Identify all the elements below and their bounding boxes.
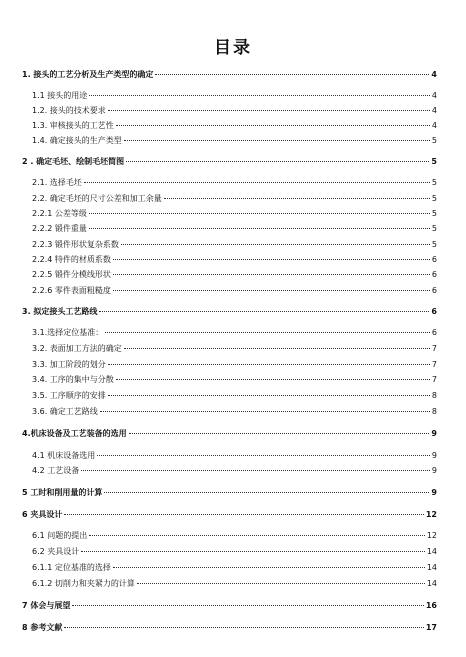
toc-entry-label: 2.2.1 公差等级: [32, 209, 87, 218]
dot-leader: [89, 228, 430, 229]
toc-section-entry[interactable]: [32, 360, 437, 370]
toc-page-number: 7: [431, 360, 437, 369]
toc-entry-label: 4.机床设备及工艺装备的选用: [22, 429, 127, 438]
toc-page-number: 9: [431, 429, 437, 438]
toc-page-number: 6: [431, 255, 437, 264]
toc-section-entry[interactable]: [32, 531, 437, 541]
toc-page-number: 16: [425, 601, 437, 610]
dot-leader: [100, 411, 430, 412]
toc-entry-label: 3.4. 工序的集中与分散: [32, 375, 114, 384]
dot-leader: [105, 332, 430, 333]
toc-section-entry[interactable]: [32, 391, 437, 401]
dot-leader: [164, 198, 430, 199]
dot-leader: [84, 182, 430, 183]
dot-leader: [113, 259, 430, 260]
toc-page-number: 9: [431, 466, 437, 475]
toc-page-number: 17: [425, 623, 437, 632]
toc-page-number: 5: [431, 224, 437, 233]
dot-leader: [64, 627, 424, 628]
dot-leader: [97, 455, 430, 456]
dot-leader: [137, 583, 425, 584]
toc-section-entry[interactable]: [32, 407, 437, 417]
dot-leader: [113, 567, 425, 568]
toc-section-entry[interactable]: [32, 224, 437, 234]
toc-section-entry[interactable]: [32, 547, 437, 557]
toc-page-number: 4: [431, 121, 437, 130]
dot-leader: [89, 95, 430, 96]
toc-chapter-entry[interactable]: [22, 70, 437, 80]
dot-leader: [108, 364, 430, 365]
dot-leader: [89, 213, 430, 214]
toc-entry-label: 6.1 问题的提出: [32, 531, 88, 540]
toc-entry-label: 3.3. 加工阶段的划分: [32, 360, 106, 369]
toc-entry-label: 3.2. 表面加工方法的确定: [32, 344, 122, 353]
toc-page-number: 5: [431, 157, 437, 166]
toc-section-entry[interactable]: [32, 466, 437, 476]
toc-entry-label: 2.2. 确定毛坯的尺寸公差和加工余量: [32, 194, 162, 203]
toc-entry-label: 3.1.选择定位基准：: [32, 328, 104, 337]
toc-chapter-entry[interactable]: [22, 307, 437, 317]
dot-leader: [113, 274, 430, 275]
toc-page-number: 6: [431, 286, 437, 295]
dot-leader: [89, 535, 425, 536]
dot-leader: [116, 379, 430, 380]
toc-page-number: 6: [431, 270, 437, 279]
toc-chapter-entry[interactable]: [22, 510, 437, 520]
toc-entry-label: 4.1 机床设备选用: [32, 451, 96, 460]
toc-entry-label: 1.3. 审核接头的工艺性: [32, 121, 114, 130]
toc-page-number: 5: [431, 209, 437, 218]
toc-page-number: 8: [431, 391, 437, 400]
toc-entry-label: 6 夹具设计: [22, 510, 63, 519]
toc-page-number: 9: [431, 488, 437, 497]
toc-page-number: 4: [431, 91, 437, 100]
toc-entry-label: 2.2.5 锻件分模线形状: [32, 270, 111, 279]
toc-entry-label: 1.2. 接头的技术要求: [32, 106, 106, 115]
toc-page-number: 8: [431, 407, 437, 416]
toc-section-entry[interactable]: [32, 91, 437, 101]
dot-leader: [126, 161, 429, 162]
toc-chapter-entry[interactable]: [22, 488, 437, 498]
toc-page-number: 5: [431, 136, 437, 145]
dot-leader: [72, 605, 424, 606]
toc-section-entry[interactable]: [32, 375, 437, 385]
dot-leader: [155, 74, 429, 75]
toc-chapter-entry[interactable]: [22, 429, 437, 439]
toc-page-number: 7: [431, 375, 437, 384]
dot-leader: [64, 514, 424, 515]
dot-leader: [129, 433, 430, 434]
toc-section-entry[interactable]: [32, 579, 437, 589]
toc-entry-label: 2.2.4 特件的材质系数: [32, 255, 111, 264]
toc-section-entry[interactable]: [32, 451, 437, 461]
dot-leader: [113, 290, 430, 291]
dot-leader: [81, 551, 425, 552]
toc-section-entry[interactable]: [32, 286, 437, 296]
toc-entry-label: 1.4. 确定接头的生产类型: [32, 136, 122, 145]
toc-page-number: 12: [426, 531, 437, 540]
toc-section-entry[interactable]: [32, 344, 437, 354]
toc-entry-label: 6.1.2 切削力和夹紧力的计算: [32, 579, 135, 588]
dot-leader: [81, 470, 430, 471]
toc-entry-label: 2.1. 选择毛坯: [32, 178, 82, 187]
toc-page-number: 9: [431, 451, 437, 460]
toc-section-entry[interactable]: [32, 106, 437, 116]
toc-chapter-entry[interactable]: [22, 157, 437, 167]
toc-page-number: 14: [426, 579, 437, 588]
page-title: 目录: [214, 38, 252, 58]
toc-entry-label: 2 . 确定毛坯、绘制毛坯简图: [22, 157, 125, 166]
toc-entry-label: 2.2.3 锻件形状复杂系数: [32, 240, 119, 249]
toc-entry-label: 2.2.2 锻件重量: [32, 224, 87, 233]
toc-entry-label: 8 参考文献: [22, 623, 63, 632]
toc-entry-label: 2.2.6 零件表面粗糙度: [32, 286, 111, 295]
dot-leader: [108, 395, 430, 396]
toc-entry-label: 1.1 接头的用途: [32, 91, 88, 100]
toc-page-number: 4: [431, 70, 437, 79]
toc-section-entry[interactable]: [32, 240, 437, 250]
toc-entry-label: 3.5. 工序顺序的安排: [32, 391, 106, 400]
toc-page-number: 7: [431, 344, 437, 353]
toc-section-entry[interactable]: [32, 563, 437, 573]
toc-entry-label: 4.2 工艺设备: [32, 466, 80, 475]
toc-entry-label: 5 工时和削用量的计算: [22, 488, 103, 497]
toc-page-number: 5: [431, 240, 437, 249]
dot-leader: [99, 311, 429, 312]
dot-leader: [121, 244, 430, 245]
dot-leader: [124, 140, 430, 141]
toc-chapter-entry[interactable]: [22, 623, 437, 633]
toc-entry-label: 1. 接头的工艺分析及生产类型的确定: [22, 70, 154, 79]
toc-page-number: 14: [426, 563, 437, 572]
dot-leader: [108, 110, 430, 111]
toc-page-number: 6: [431, 307, 437, 316]
toc-section-entry[interactable]: [32, 194, 437, 204]
toc-section-entry[interactable]: [32, 270, 437, 280]
dot-leader: [104, 492, 429, 493]
toc-section-entry[interactable]: [32, 209, 437, 219]
toc-section-entry[interactable]: [32, 136, 437, 146]
toc-section-entry[interactable]: [32, 255, 437, 265]
toc-page-number: 4: [431, 106, 437, 115]
toc-entry-label: 6.2 夹具设计: [32, 547, 80, 556]
toc-section-entry[interactable]: [32, 121, 437, 131]
toc-section-entry[interactable]: [32, 178, 437, 188]
toc-entry-label: 6.1.1 定位基准的选择: [32, 563, 111, 572]
toc-page-number: 6: [431, 328, 437, 337]
toc-section-entry[interactable]: [32, 328, 437, 338]
dot-leader: [116, 125, 430, 126]
toc-page-number: 5: [431, 178, 437, 187]
toc-entry-label: 7 体会与展望: [22, 601, 71, 610]
toc-entry-label: 3.6. 确定工艺路线: [32, 407, 98, 416]
toc-page-number: 12: [425, 510, 437, 519]
toc-chapter-entry[interactable]: [22, 601, 437, 611]
dot-leader: [124, 348, 430, 349]
toc-page-number: 5: [431, 194, 437, 203]
toc-entry-label: 3. 拟定接头工艺路线: [22, 307, 98, 316]
toc-page-number: 14: [426, 547, 437, 556]
